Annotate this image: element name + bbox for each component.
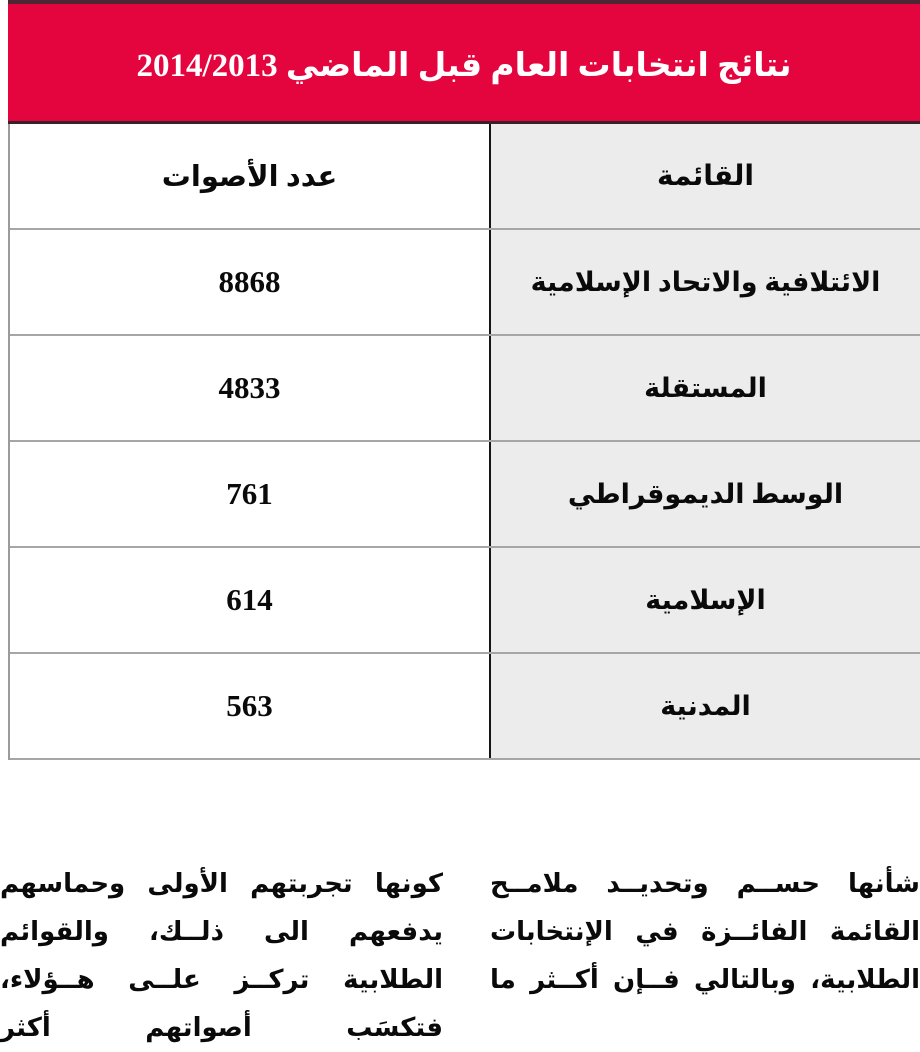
article-line: شأنها حســم وتحديــد ملامــح: [490, 869, 920, 899]
table-row: [10, 548, 920, 654]
election-results-table: [8, 0, 920, 760]
votes-cell: 8868: [10, 230, 489, 334]
list-name-cell: المدنية: [489, 654, 920, 758]
table-row: [10, 336, 920, 442]
table-row: [10, 230, 920, 336]
article-line: الطلابية تركــز علــى هــؤلاء،: [0, 965, 443, 995]
table-row: [10, 442, 920, 548]
table-body: [8, 124, 920, 760]
article-line: يدفعهم الى ذلــك، والقوائم: [0, 917, 443, 947]
votes-column-header: عدد الأصوات: [10, 124, 489, 228]
article-line: كونها تجربتهم الأولى وحماسهم: [0, 869, 443, 899]
list-column-header: القائمة: [489, 124, 920, 228]
article-line: الطلابية، وبالتالي فــإن أكــثر ما: [490, 965, 920, 995]
table-title: نتائج انتخابات العام قبل الماضي 2014/2013: [136, 47, 792, 84]
list-name-cell: المستقلة: [489, 336, 920, 440]
list-name-cell: الوسط الديموقراطي: [489, 442, 920, 546]
votes-cell: 4833: [10, 336, 489, 440]
votes-cell: 563: [10, 654, 489, 758]
article-right-column: [490, 860, 920, 1004]
article-left-column: [0, 860, 443, 1052]
votes-cell: 761: [10, 442, 489, 546]
article-line: القائمة الفائــزة في الإنتخابات: [490, 917, 920, 947]
list-name-cell: الائتلافية والاتحاد الإسلامية: [489, 230, 920, 334]
article-line-clipped: فتكسَب أصواتهم أكثر: [0, 1013, 443, 1043]
table-column-header-row: [10, 124, 920, 230]
votes-cell: 614: [10, 548, 489, 652]
table-row: [10, 654, 920, 760]
table-header-banner: [8, 0, 920, 124]
list-name-cell: الإسلامية: [489, 548, 920, 652]
